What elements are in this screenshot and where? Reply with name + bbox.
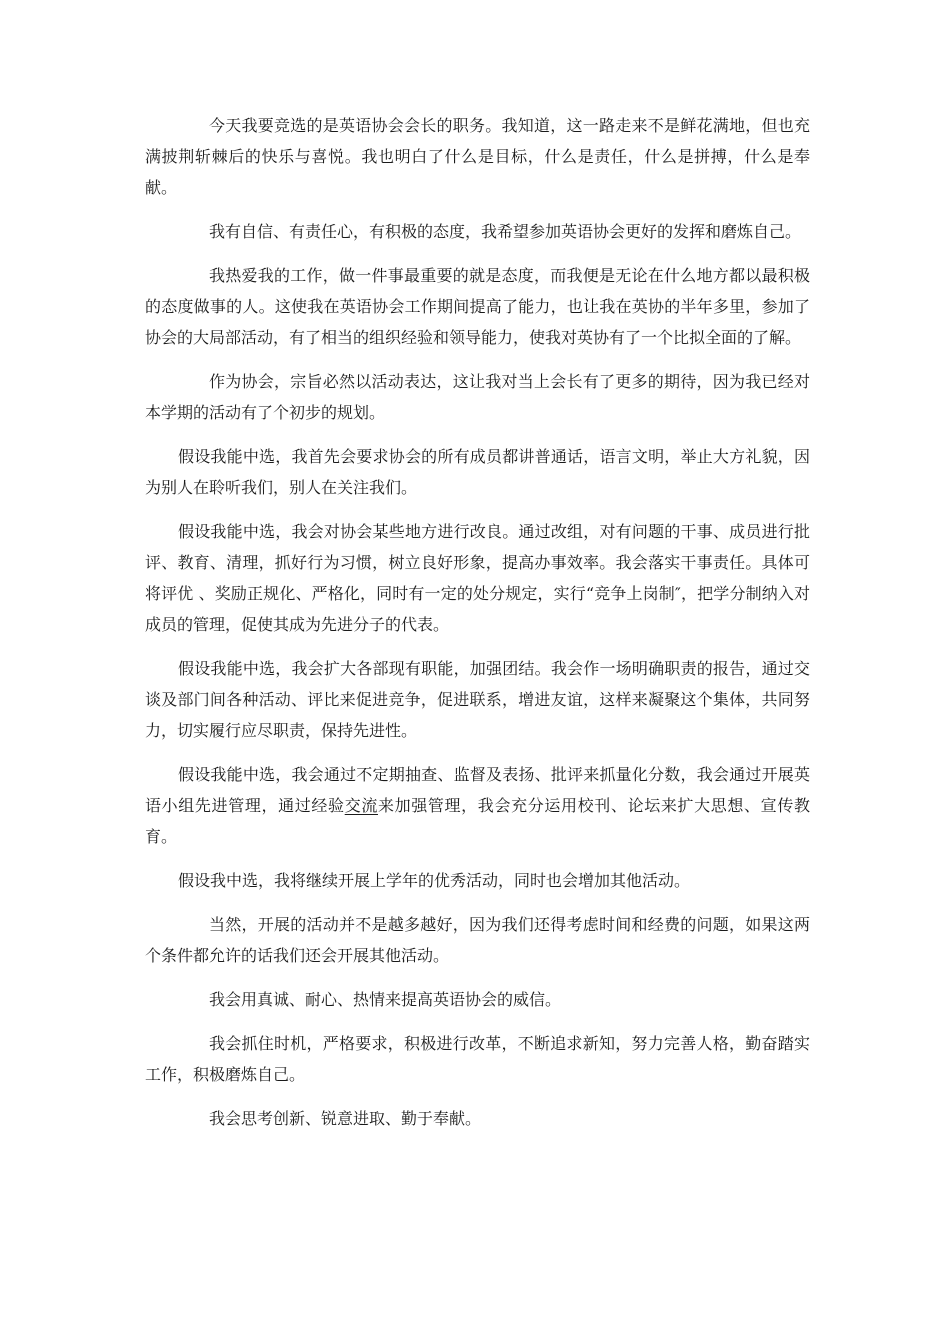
paragraph-13: 我会思考创新、锐意进取、勤于奉献。 bbox=[209, 1109, 482, 1128]
paragraph-8 bbox=[145, 759, 810, 852]
paragraph-1: 今天我要竞选的是英语协会会长的职务。我知道，这一路走来不是鲜花满地，但也充满披荆斩棘后的快乐与喜悦。我也明白了什么是目标，什么是责任，什么是拼搏，什么是奉献。 bbox=[145, 116, 810, 197]
paragraph-10: 当然，开展的活动并不是越多越好，因为我们还得考虑时间和经费的问题，如果这两个条件都允许的话我们还会开展其他活动。 bbox=[145, 915, 810, 965]
paragraph-6: 假设我能中选，我会对协会某些地方进行改良。通过改组，对有问题的干事、成员进行批评、教育、清理，抓好行为习惯，树立良好形象，提高办事效率。我会落实干事责任。具体可将评优 、奖励正规化、严格化，同时有一定的处分规定，实行“竞争上岗制″，把学分制纳入对成员的管理，促使其成为先进分子的代表。 bbox=[145, 522, 810, 634]
paragraph-12: 我会抓住时机，严格要求，积极进行改革，不断追求新知，努力完善人格，勤奋踏实工作，积极磨炼自己。 bbox=[145, 1034, 810, 1084]
paragraph-5: 假设我能中选，我首先会要求协会的所有成员都讲普通话，语言文明，举止大方礼貌，因为别人在聆听我们，别人在关注我们。 bbox=[145, 447, 810, 497]
document-body bbox=[145, 110, 810, 1147]
paragraph-8-text-after: 来加强管理，我会充分运用校刊、论坛来扩大思想、宣传教育。 bbox=[145, 796, 810, 846]
underlined-term-exchange: 交流 bbox=[344, 796, 378, 815]
paragraph-7: 假设我能中选，我会扩大各部现有职能，加强团结。我会作一场明确职责的报告，通过交谈及部门间各种活动、评比来促进竞争，促进联系，增进友谊，这样来凝聚这个集体，共同努力，切实履行应尽职责，保持先进性。 bbox=[145, 659, 810, 740]
paragraph-11: 我会用真诚、耐心、热情来提高英语协会的威信。 bbox=[209, 990, 562, 1009]
paragraph-4: 作为协会，宗旨必然以活动表达，这让我对当上会长有了更多的期待，因为我已经对本学期的活动有了个初步的规划。 bbox=[145, 372, 810, 422]
paragraph-2: 我有自信、有责任心，有积极的态度，我希望参加英语协会更好的发挥和磨炼自己。 bbox=[209, 222, 802, 241]
paragraph-8-text-before: 假设我能中选，我会通过不定期抽查、监督及表扬、批评来抓量化分数，我会通过开展英语小组先进管理，通过经验 bbox=[145, 765, 810, 815]
paragraph-3: 我热爱我的工作，做一件事最重要的就是态度，而我便是无论在什么地方都以最积极的态度做事的人。这使我在英语协会工作期间提高了能力，也让我在英协的半年多里，参加了协会的大局部活动，有了相当的组织经验和领导能力，使我对英协有了一个比拟全面的了解。 bbox=[145, 266, 810, 347]
paragraph-9: 假设我中选，我将继续开展上学年的优秀活动，同时也会增加其他活动。 bbox=[178, 871, 691, 890]
